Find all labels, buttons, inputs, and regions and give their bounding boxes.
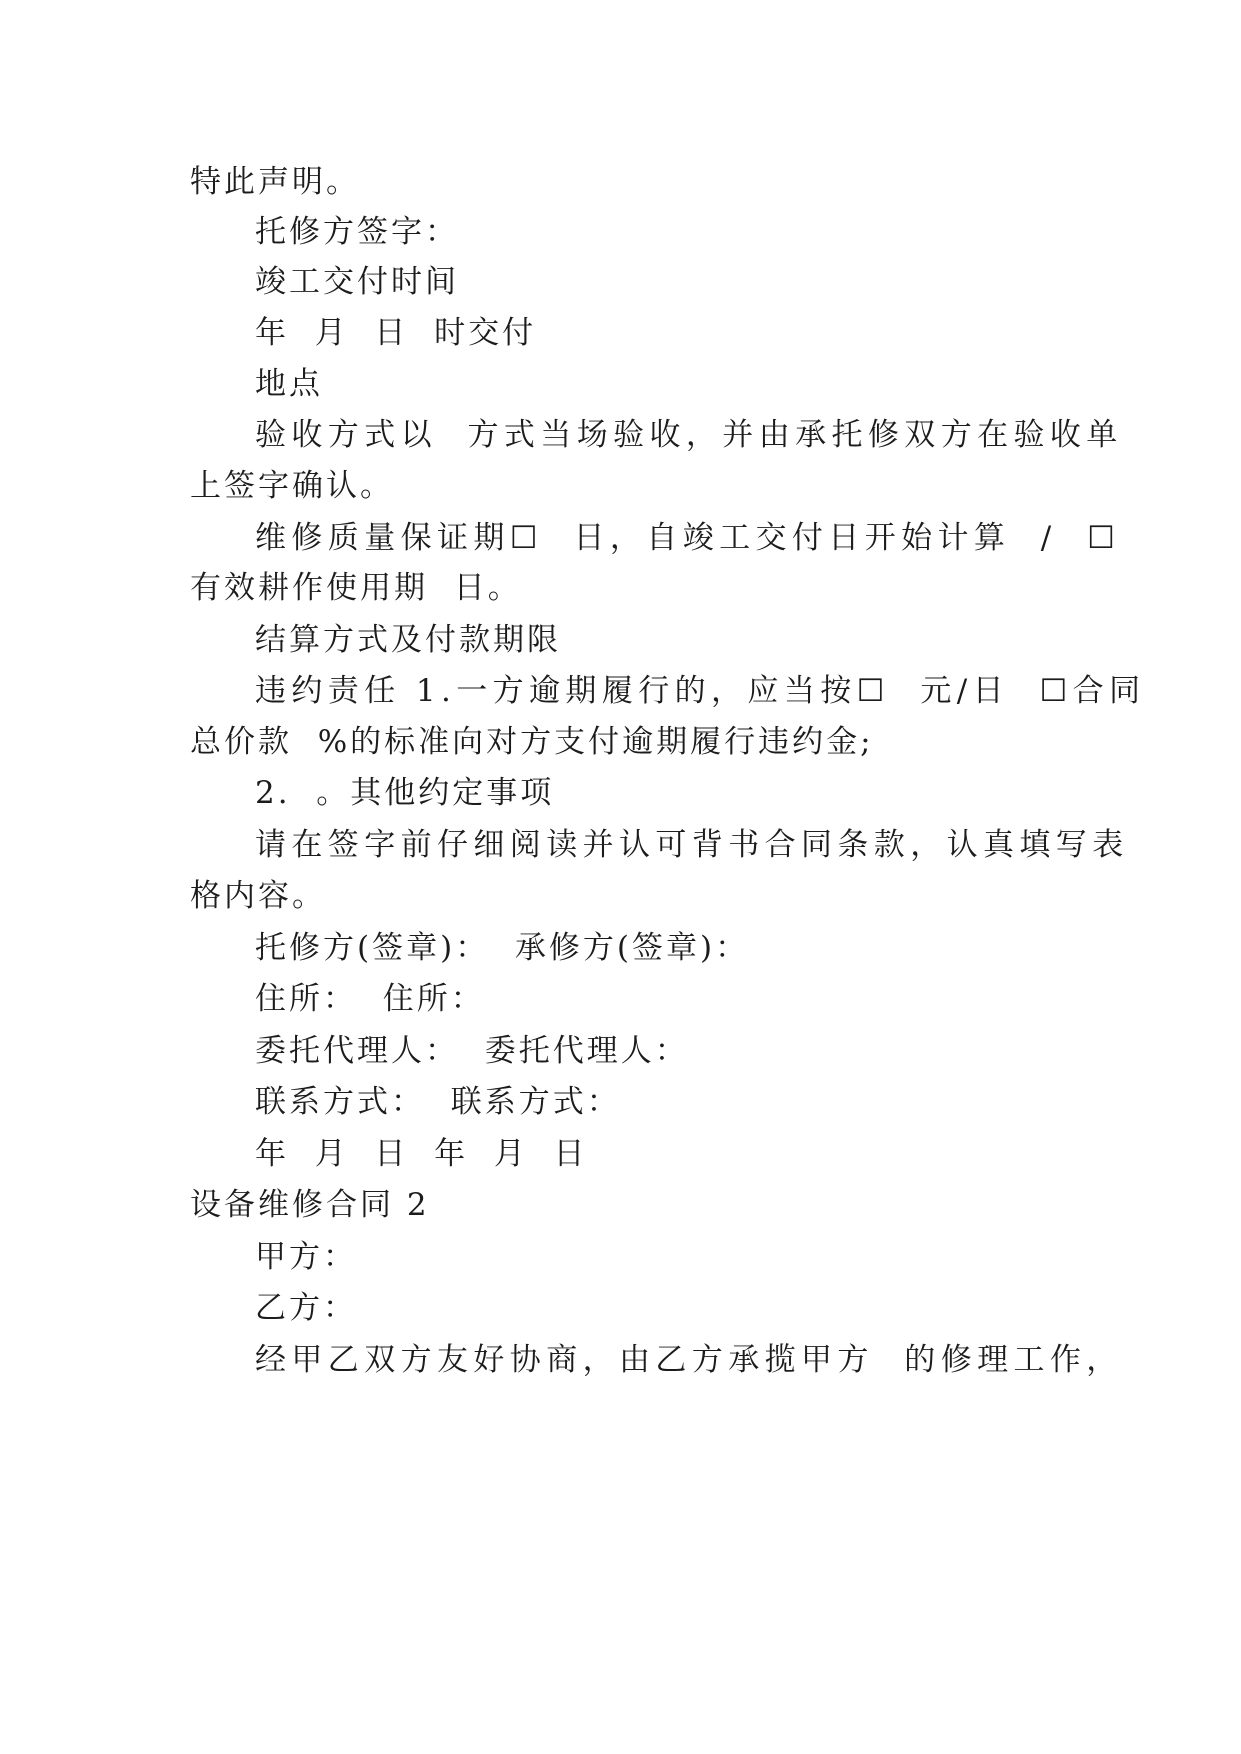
text-line: 竣工交付时间 bbox=[255, 264, 459, 300]
text-line: 托修方签字： bbox=[255, 214, 459, 250]
text-line: 2. 。其他约定事项 bbox=[255, 775, 555, 811]
text-line: 年 月 日 时交付 bbox=[255, 315, 537, 351]
text-line: 格内容。 bbox=[190, 878, 326, 914]
text-line: 住所： 住所： bbox=[255, 981, 485, 1017]
text-line: 违约责任 1.一方逾期履行的，应当按☐ 元/日 ☐合同 bbox=[255, 673, 1146, 709]
text-line: 验收方式以 方式当场验收，并由承托修双方在验收单 bbox=[255, 417, 1123, 453]
text-line: 上签字确认。 bbox=[190, 468, 394, 504]
text-line: 联系方式： 联系方式： bbox=[255, 1084, 621, 1120]
text-line: 甲方： bbox=[255, 1239, 357, 1275]
text-line: 委托代理人： 委托代理人： bbox=[255, 1033, 689, 1069]
text-line: 年 月 日 年 月 日 bbox=[255, 1136, 588, 1172]
text-line: 地点 bbox=[255, 366, 323, 402]
text-line: 经甲乙双方友好协商，由乙方承揽甲方 的修理工作， bbox=[255, 1342, 1123, 1378]
text-line: 维修质量保证期☐ 日，自竣工交付日开始计算 / ☐ bbox=[255, 520, 1121, 556]
text-line: 有效耕作使用期 日。 bbox=[190, 570, 522, 606]
text-line: 总价款 %的标准向对方支付逾期履行违约金; bbox=[190, 724, 874, 760]
text-line: 请在签字前仔细阅读并认可背书合同条款，认真填写表 bbox=[255, 827, 1129, 863]
text-line: 托修方(签章)： 承修方(签章)： bbox=[255, 930, 750, 966]
text-line: 乙方： bbox=[255, 1290, 357, 1326]
text-line: 特此声明。 bbox=[190, 164, 360, 200]
text-line: 结算方式及付款期限 bbox=[255, 622, 561, 658]
section-heading: 设备维修合同 2 bbox=[190, 1187, 430, 1223]
